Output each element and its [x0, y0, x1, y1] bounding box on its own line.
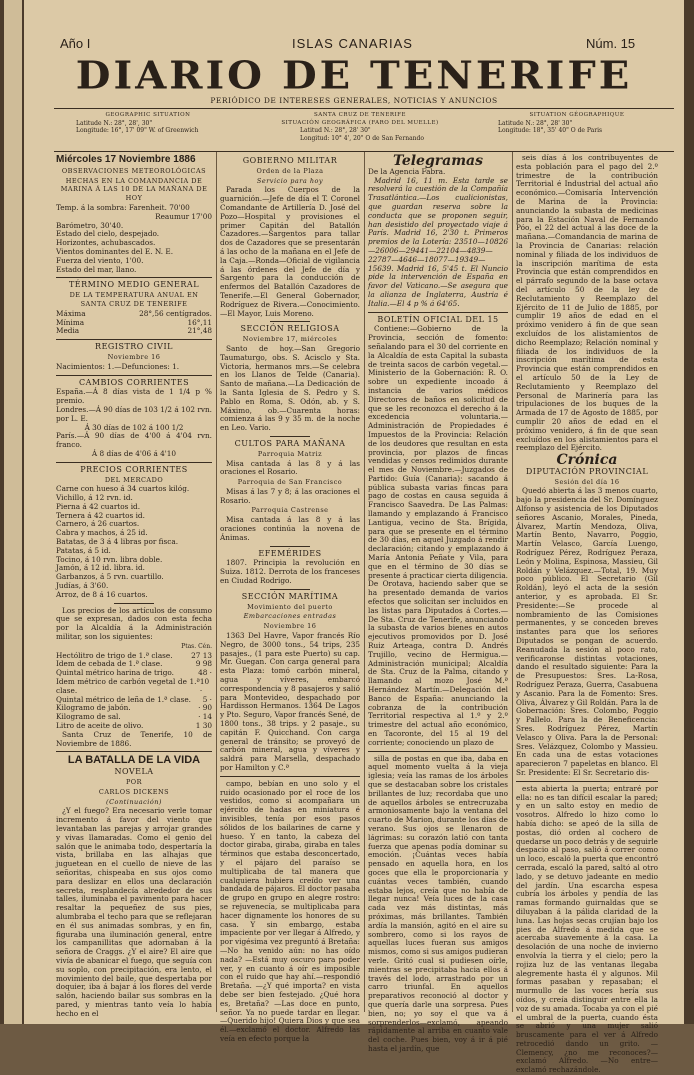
precio-line: Batatas, de 3 á 4 libras por fisca. — [56, 537, 179, 547]
precio-item-key: Kilogramo de sal. — [56, 712, 121, 722]
issue-date: Miércoles 17 Noviembre 1886 — [56, 154, 196, 165]
religiosa-subheading: Noviembre 17, miércoles — [242, 335, 338, 344]
meteo-line: Estado del mar, llano. — [56, 264, 137, 274]
column-divider-2 — [364, 152, 365, 1012]
precio-line: Vichillo, á 12 rvn. id. — [56, 493, 133, 503]
precios-signature: Santa Cruz de Tenerife, 10 de Noviembre de 1886. — [56, 729, 212, 748]
newspaper-subtitle: PERIÓDICO DE INTERESES GENERALES, NOTICIAS Y ANUNCIOS — [210, 96, 498, 105]
precio-item-value: 27 13 — [191, 650, 212, 660]
maritima-heading: SECCIÓN MARÍTIMA — [241, 591, 339, 601]
maritima-text: 1363 Del Havre, Vapor francés Río Negro, de 3000 tons., 54 trips, 235 pasajes., (1 para este Puerto) su cap. Mr. Guegan. Con carga general para esta Plaza: tomó carbón mineral, agua y víveres, embarcó correspondencia y 8 pasajeros y salió para Montevideo, despachado por Hardisson Hermanos. 1364 De Lagos y Pto. Seguro, Vapor francés Sené, de 1800 tons., 38 trips. y 2 pasaje., su capitán F. Quicchand. Con carga general de tránsito; se proveyó de carbón mineral, agua y víveres y saldrá para Marsella, despachado por Hamilton y C.ª — [220, 631, 360, 772]
column-divider-3 — [512, 152, 513, 1012]
precio-line: Ternera á 42 cuartos id. — [56, 510, 145, 520]
precio-line: Patatas, á 5 id. — [56, 545, 111, 555]
boletin-text: Contiene:—Gobierno de la Provincia, sección de fomento: señalando para el 30 del corriente en la Alcaldía de esta Capital la subasta de treinta sacos de carbón vegetal.—Ministerio de la Gobernación: R. O. sobre un expediente incoado á instancia de varios médicos Directores de baños en solicitud de que se les reconozca el derecho á la excedencia voluntaria.—Administración de Propiedades é Impuestos de la Provincia: Relación de los deudores que resultan en esta provincia, por plazos de fincas vendidas y censos redimidos durante el mes de Noviembre.—Juzgados de Partido: Guía (Canaria): sacando á pública subasta varias fincas para pago de costas en causa seguida á Francisco Saavedra. De Las Palmas: llamando y emplazando á Francisco Lantigua, vecino de Sta. Brígida, para que se presente en el término de 30 días, en aquel Juzgado á rendir declaración; citando y emplazando á María Antonia Peñate y Vila, para que en el término de 30 días se presente á practicar cierta diligencia. De Orotava, haciendo saber que se ha presentado demanda de varios efectos que solicitan ser incluidos en las listas para Diputados á Cortes.—De Sta. Cruz de Tenerife, anunciando la subasta de varios bienes en autos ejecutivos promovidos por D. José Ruiz Arteaga, contra D. Andrés Trujillo, vecino de Hermigua.—Administración municipal; Alcaldía de Sta. Cruz de la Palma, citando y llamando al mozo José M.ª Hernández Martín.—Delegación del Banco de España: anunciando la cobranza de la contribución Territorial respectiva al 1.º y 2.º trimestre del actual año económico, en Tacoronte, del 15 al 19 del corriente; conociendo un plazo de — [368, 324, 508, 747]
cultos-parish-3: Parroquia Castrense — [251, 506, 329, 515]
precio-item-key: Idem de cebada de 1.ª clase. — [56, 659, 163, 669]
section-rule — [56, 339, 212, 340]
section-rule — [56, 751, 212, 752]
civil-date: Noviembre 16 — [107, 352, 161, 361]
section-rule — [368, 312, 508, 313]
precio-item-value: 48 · — [198, 668, 212, 678]
precio-item-value: 9 98 — [195, 659, 212, 669]
precio-item-key: Quintal métrico harina de trigo. — [56, 668, 175, 678]
column-4 — [516, 153, 658, 1075]
meteo-line: Horizontes, achubascados. — [56, 238, 156, 248]
previous-page-edge — [4, 0, 22, 1024]
masthead-rule — [54, 108, 674, 109]
precio-item-value: 1 30 — [195, 721, 212, 731]
meteo-subheading: HECHAS EN LA COMANDANCIA DE MARINA Á LAS 10 DE LA MAÑANA DE HOY — [60, 176, 208, 203]
geo-mid-head2: SITUACIÓN GEOGRÁFICA (FARO DEL MUELLE) — [281, 119, 439, 126]
telegramas-heading: Telegramas — [393, 153, 483, 169]
maritima-subheading: Movimiento del puerto — [247, 602, 333, 611]
section-rule — [56, 462, 212, 463]
novela-author: CARLOS DICKENS — [98, 787, 170, 796]
geo-right-lat: Latitude N.: 28°, 28' 30" — [498, 119, 573, 127]
column-divider-1 — [216, 152, 217, 1012]
precios-columns: Ptas. Cén. — [181, 642, 212, 650]
efemerides-text: 1807. Principia la revolución en Suiza. 1812. Derrota de los franceses en Ciudad Rodrigo. — [220, 558, 360, 586]
novela-continued-text: silla de postas en que iba, daba en aquel momento vuelta á la vieja iglesia; veía las ramas de los árboles que se destacaban sobre los cristales brillantes de luz; recordaba que uno de aquellos árboles se entrecruzaba armoniosamente bajo la ventana del cuarto de Marion, durante los días de verano. Sus ojos se llenaron de lágrimas: su corazón latió con tanta fuerza que apenas podía dominar su emoción. ¡Cuántas veces había pensado en aquella hora, en los goces que ella le proporcionaría y cuántas veces también, cuando estaba lejos, creía que no había de llegar nunca! Veía luces de la casa cada vez más distintas, más próximas, más brillantes. También ardía la mansión, agitó en el aire su sombrero, como si los rayos de aquellas luces fueran sus amigos mismos, como si sus amigos pudieran verle. Gritó cual si pudiesen oírle, mientras se precipitaba hacia ellos á través del lodo, arrastrado por un carro triunfal. En aquellos preparativos reconoció al doctor y que quería darle una sorpresa. Pues bien, no; yo soy el que va á sorprenderlos—exclamó, apeando rápidamente al arriba en cuanto vale del coche. Pues bien, voy á ir á pié hasta el jardín, que — [368, 753, 508, 1053]
section-rule — [368, 751, 508, 752]
precio-line: Garbanzos, á 5 rvn. cuartillo. — [56, 572, 164, 582]
cultos-parish-2: Parroquia de San Francisco — [237, 478, 343, 487]
precio-line: Arroz, de 8 á 16 cuartos. — [56, 589, 148, 599]
meteo-line: Estado del cielo, despejado. — [56, 229, 160, 239]
meteo-heading: OBSERVACIONES METEOROLÓGICAS — [61, 166, 207, 175]
boletin-continued-text: seis días á los contribuyentes de esta población para el pago del 2.º trimestre de la contribución Territorial é Industrial del actual año económico.—Comisaría Intervención de Marina de la Provincia: anunciando la subasta de medicinas para la Estación Naval de Fernando Póo, el 22 del actual á las doce de la mañana.—Comandancia de marina de la Provincia de Canarias: relación nominal y filiada de los individuos de la inscripción marítima de esta Provincia que están comprendidos en el párrafo segundo de la base octava del artículo 50 de la ley de Reclutamiento y Reemplazo del Ejército de 11 de Julio de 1885, por cumplir 19 años de edad en el próximo venidero á fin de que sean excluídos de los alistamientos de dicho Reemplazo; Relación nominal y filiada de los individuos de la inscripción marítima de esta Provincia que están comprendidos en el artículo 50 de la Ley de Reclutamiento y Reemplazo del Personal de Marinería para las tripulaciones de los buques de la Armada de 17 de Agosto de 1885, por cumplir 20 años de edad en el próximo venidero, á fin de que sean excluídos en los alistamientos para el reemplazo del Ejército. — [516, 153, 658, 453]
novela-continued-text: esta abierta la puerta; entraré por ella: no es tan difícil escalar la pared; y en un salto estoy en medio de vosotros. Alfredo lo hizo como lo había dicho: se apeó de la silla de postas, dió orden al cochero de quedarse un poco detrás y de seguirle despacio al paso, salió á correr como un loco, escaló la puerta que encontró cerrada, escaló la pared, saltó al otro lado, y se detuvo jadeante en medio del jardín. Una escarcha espesa cubría los árboles y pendía de las ramas formando guirnaldas que se diluyaban á la pálida claridad de la luna. Las hojas secas crujían bajo los pies de Alfredo á medida que se acercaba suavemente á la casa. La desolación de una noche de invierno envolvía la tierra y el cielo; pero la rojiza luz de las ventanas llegaba alegremente hasta él y algunos. Mil formas pasaban y repasaban; el murmullo de las voces hería sus oídos, y creía distinguir entre ella la voz de su amada. Tocaba ya con el pié el umbral de la puerta, cuando ésta se abrió y una mujer salió bruscamente para el ver á Alfredo retrocedió dando un grito. —Clemency, ¿no me reconoces?—exclamó Alfredo. —No entre—exclamó rechazándole. — [516, 783, 658, 1075]
cultos-text-2: Misas á las 7 y 8; á las oraciones el Rosario. — [220, 486, 360, 505]
telegramas-text: Madrid 16, 11 m. Esta tarde se resolverá la cuestión de la Compañía Trasatlántica.—Los cualicionistas, que guardan reserva sobre la conducta que se proponen seguir, han desistido del proyectado viaje á París. Madrid 16, 2'30 t. Primeros premios de la Lotería: 23510—10826—26006—29441—22104—4839—22787—4646—18077—19349—15639. Madrid 16, 5'45 t. El Nuncio pide la intervención de España en favor del Vaticano.—Se asegura que la alianza de Inglaterra, Austria é Italia.—El 4 p % á 64'65. — [368, 175, 508, 308]
precio-item-value: 10 · — [199, 677, 210, 695]
geo-left-lon: Longitude: 16°, 17' 09" W. of Greenwich — [76, 127, 199, 134]
newspaper-page — [24, 0, 684, 1075]
precio-item-value: · 14 — [198, 712, 212, 722]
section-rule — [56, 375, 212, 376]
gobierno-text: Parada los Cuerpos de la guarnición.—Jefe de día el T. Coronel Comandante de Artillería D. José del Pozo—Hospital y provisiones el primer Capitán del Batallón Cazadores.—Sargentos para tallar dos de Cazadores que se presentarán á las ocho de la mañana en el Jefe de la Caja.—Ronda—Oficial de vigilancia á las órdenes del Jefe de día y Sargento para la conducción de enfermos del Batallón Cazadores de Tenerife.—El General Gobernador, Rodríguez de Rivera.—Conocimiento.—El Mayor, Luis Moreno. — [220, 185, 360, 318]
meteo-line: Temp. á la sombra: Farenheit. 70'00 — [56, 202, 190, 212]
temp-key: Media — [56, 326, 80, 336]
cronica-heading: Crónica — [556, 452, 618, 469]
column-2 — [220, 154, 360, 1043]
precios-note: Los precios de los artículos de consumo que se expresan, dados con esta fecha por la Alcaldía á la Administración militar, son los siguientes: — [56, 605, 212, 642]
gobierno-heading: GOBIERNO MILITAR — [242, 156, 338, 165]
geo-middle — [260, 112, 460, 150]
temp-row — [56, 327, 212, 336]
masthead-top-line — [24, 36, 684, 52]
novela-continuation: (Continuación) — [106, 797, 162, 806]
diputacion-subheading: Sesión del día 16 — [554, 477, 620, 486]
precio-line: Jamón, á 12 id. libra. id. — [56, 563, 145, 573]
cambios-line: Á 30 días de 102 á 100 1/2 — [84, 422, 184, 432]
precio-item-key: Hectólitro de trigo de 1.ª clase. — [56, 650, 173, 660]
meteo-line: Vientos dominantes del E. N. E. — [56, 246, 174, 256]
religiosa-heading: SECCIÓN RELIGIOSA — [240, 324, 340, 334]
telegramas-agency: De la Agencia Fabra. — [368, 166, 446, 176]
precio-item-key: Kilogramo de jabón. — [56, 703, 131, 713]
novela-kind: NOVELA — [114, 767, 154, 777]
section-rule — [270, 436, 310, 437]
precio-item-value: 5 · — [202, 694, 212, 704]
cambios-heading: CAMBIOS CORRIENTES — [78, 377, 190, 387]
section-rule — [56, 277, 212, 278]
geo-right — [482, 112, 672, 150]
cambios-line: Á 8 días de 4'06 á 4'10 — [91, 448, 177, 458]
maritima-date: Noviembre 16 — [263, 622, 317, 631]
geo-left-lat: Latitude N.: 28°, 28', 30" — [76, 119, 153, 127]
precio-item-value: · 90 — [198, 703, 212, 713]
section-rule — [114, 603, 154, 604]
section-rule — [270, 589, 310, 590]
temp-value: 21°,48 — [187, 326, 212, 336]
binding-edge — [684, 0, 694, 1024]
geo-left-head: GEOGRAPHIC SITUATION — [105, 112, 191, 118]
geo-right-lon: Longitude: 18°, 35' 40" O de Paris — [498, 127, 603, 134]
newspaper-title: DIARIO DE TENERIFE — [75, 53, 633, 98]
cambios-line: España.—Á 8 días vista de 1 1/4 p % premio. — [56, 387, 212, 406]
cultos-text-1: Misa cantada á las 8 y á las oraciones el Rosario. — [220, 458, 360, 477]
precio-item-key: Quintal métrico de leña de 1.ª clase. — [56, 694, 191, 704]
cultos-heading: CULTOS PARA MAÑANA — [234, 438, 346, 448]
precios-heading: PRECIOS CORRIENTES — [80, 464, 188, 474]
column-3 — [368, 153, 508, 1053]
precio-line: Pierna á 42 cuartos id. — [56, 501, 141, 511]
geo-left — [58, 112, 238, 150]
meteo-line: Fuerza del viento, 1'00. — [56, 255, 144, 265]
section-rule — [516, 781, 658, 782]
section-rule — [220, 776, 360, 777]
geo-right-head: SITUATION GÉOGRAPHIQUE — [529, 112, 625, 118]
boletin-heading: BOLETÍN OFICIAL DEL 15 — [377, 314, 499, 324]
civil-heading: REGISTRO CIVIL — [95, 342, 173, 352]
precio-line: Carne con hueso á 34 cuartos kilóg. — [56, 484, 190, 494]
section-rule — [270, 546, 310, 547]
gobierno-subheading-2: Servicio para hoy — [256, 176, 324, 185]
precio-line: Judías, á 3'60. — [56, 581, 109, 591]
novela-text: ¿Y el fuego? Era necesario verle tomar incremento á favor del viento que levantaban las parejas y arrojar grandes y vivas llamaradas. Como el genio del salón que le animaba todo, despertaría la vista, brillaba en las alhajas que juguetean en el cuello de nieve de las señoritas, chispeaba en sus ojos como para deslizar en ellos una declaración secreta, resplandecía alrededor de sus talles, iluminaba el pavimento para hacer resaltar la pequeñez de sus pies, alumbraba el techo para que se reflejaran en él sus animadas sombras, y en fin, figuraba una iluminación general, entre los campanillitas que adornaban á la señora de Craggs. ¿Y el aire? El aire que vivía de abanicar el fuego, que seguía con su soplo, con precipitación, era lento, el movimiento del baile, que despertaba por doquier, iba á bajar á los flores del verde salón, haciendo bailar sus sombras en la pared, y mientras tanto veía lo había hecho en el — [56, 806, 212, 1018]
diputacion-text: Quedó abierta á las 3 menos cuarto, bajo la presidencia del Sr. Domínguez Alfonso y asistencia de los Diputados señores Ascanio, Morales, Pineda, Álvarez, Martín Mendoza, Oliva, Martín Bento, Navarro, Poggio, Martín Velasco, García Luengo, Rodríguez Pérez, Rodríguez Peraza, León y Molina, Espinosa, Massieu, Gil Roldán y Velázquez.—Total, 19. Muy poco público. El Secretario (Gil Roldán), leyó el acta de la sesión anterior, y es aprobada. El Sr. Presidente:—Se procede al nombramiento de las Comisiones permanentes, y se conceden breves instantes para que los señores Diputados se pongan de acuerdo. Reanudada la sesión al poco rato, verificaronse distintas votaciones, dando el resultado siguiente: Para la de Presupuestos: Sres. La-Rosa, Rodríguez Peraza, Guerra, Casabuena y Ascanio. Para la de Fomento: Sres. Oliva, Álvarez y Gil Roldán. Para la de Gobernación: Sres. Colombo, Poggio y Pallelo. Para la de Beneficencia: Sres. Rodríguez Pérez, Martín Velasco y Oliva. Para la de Personal: Sres. Velázquez, Colombo y Massieu. En cada una de estas votaciones aparecieron 7 papeletas en blanco. El Sr. Presidente: El Sr. Secretario dis- — [516, 486, 658, 777]
place-label: ISLAS CANARIAS — [292, 36, 413, 51]
novela-by: POR — [125, 778, 143, 786]
temp-key: Máxima — [56, 308, 86, 318]
precio-line: Cabra y machos, á 25 id. — [56, 528, 148, 538]
cultos-parish-1: Parroquia Matriz — [257, 449, 323, 458]
novela-continued-text: campo, bebían en uno solo y el ruido ocasionado por el roce de los vestidos, como si acompañara un ejército de hadas en miniatura é invisibles, tenía por esos pasos sólidos de los bailarines de carne y hueso. Y en tanto, la cabeza del doctor giraba, giraba, giraba en tales términos que estaba desconcertado, y el pájaro del paraíso se multiplicaba de tal manera que cualquiera hubiera creído ver una bandada de pájaros. El doctor pasaba de grupo en grupo en alegre rostro: se rejuvenecía, se multiplicaba para hacer dignamente los honores de su casa. Y sin embargo, estaba impaciente por ver llegar á Alfredo, y por vigésima vez preguntó á Bretaña: —No ha venido aún: no has oído nada? —Está muy oscuro para poder ver, y en cuanto á oír es imposible con el ruido que hay ahí.—respondió Bretaña. —¿Y qué importa? en vista debe ser bien festejado. ¿Qué hora es, Bretaña? —Las doce en punto, señor. Ya no puede tardar en llegar. —Querido hijo! Quiera Dios y que sea él.—exclamó el doctor. Alfredo las veía en efecto porque la — [220, 778, 360, 1043]
precio-line: Carnero, á 26 cuartos. — [56, 519, 140, 529]
diputacion-heading: DIPUTACIÓN PROVINCIAL — [525, 466, 649, 476]
novela-title: LA BATALLA DE LA VIDA — [67, 754, 201, 767]
section-rule — [270, 321, 310, 322]
temp-value: 28°,56 centígrados. — [139, 308, 212, 318]
cambios-line: París.—Á 90 días de 4'00 á 4'04 rvn. franco. — [56, 431, 212, 450]
civil-line: Nacimientos: 1.—Defunciones: 1. — [56, 361, 180, 371]
precio-item — [56, 678, 212, 696]
issue-number: Núm. 15 — [586, 36, 636, 51]
year-label: Año I — [60, 36, 91, 51]
geo-mid-lon: Longitud: 10° 4', 20" O de San Fernando — [300, 134, 424, 142]
column-1 — [56, 154, 212, 1018]
gobierno-subheading: Orden de la Plaza — [256, 166, 324, 175]
geo-mid-lat: Latitud N.: 28°, 28' 30" — [300, 127, 371, 134]
religiosa-text: Santo de hoy.—San Gregorio Taumaturgo, obs. S. Acisclo y Sta. Victoria, hermanos mrs.—Se celebra en los Llanos de Telde (Canaria). Santo de mañana.—La Dedicación de la Santa Iglesia de S. Pedro y S. Pablo en Roma, S. Odón, ab. y S. Máximo, ob.—Cuarenta horas: comienza á las 9 y 35 m. de la noche en Leo. Vario. — [220, 343, 360, 433]
maritima-subheading-2: Embarcaciones entradas — [243, 612, 337, 621]
precios-subheading: DEL MERCADO — [104, 475, 164, 484]
temp-key: Mínima — [56, 317, 85, 327]
temp-value: 16°,11 — [187, 317, 212, 327]
precio-line: Tocino, á 10 rvn. libra doble. — [56, 554, 163, 564]
book-spine — [0, 0, 24, 1024]
cultos-text-3: Misa cantada á las 8 y á las oraciones continúa la novena de Ánimas. — [220, 515, 360, 542]
geo-mid-head1: SANTA CRUZ DE TENERIFE — [313, 112, 407, 118]
temp-heading: TÉRMINO MEDIO GENERAL — [68, 280, 200, 290]
efemerides-heading: EFEMÉRIDES — [258, 548, 322, 558]
temp-subheading: DE LA TEMPERATURA ANUAL EN SANTA CRUZ DE TENERIFE — [69, 291, 199, 308]
precio-item-key: Litro de aceite de olivo. — [56, 721, 144, 731]
meteo-line: Barómetro, 30'40. — [56, 220, 124, 230]
meteo-line: Reaumur 17'00 — [155, 211, 212, 221]
cambios-line: Londres.—Á 90 días de 103 1/2 á 102 rvn. por L. E. — [56, 404, 212, 423]
precio-item-key: Idem métrico de carbón vegetal de 1.ª clase. — [56, 677, 200, 695]
